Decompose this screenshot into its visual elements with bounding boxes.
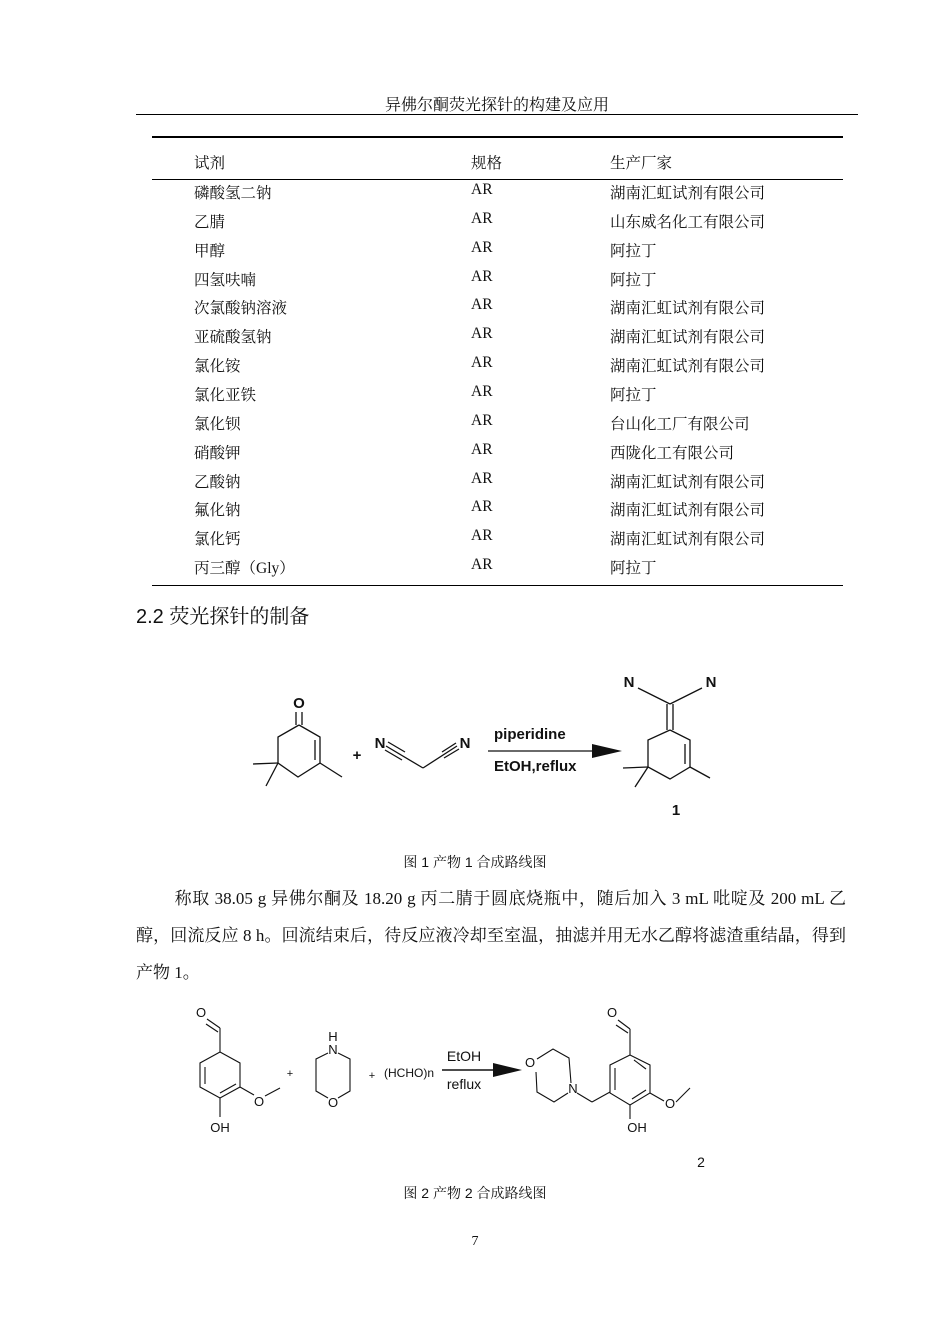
manufacturer-cell: 阿拉丁 [610,560,657,578]
manufacturer-cell: 阿拉丁 [610,386,657,404]
page-number: 7 [471,1234,479,1249]
reagent-cell: 氯化钙 [194,531,241,549]
atom-label: OH [627,1120,647,1135]
manufacturer-cell: 湖南汇虹试剂有限公司 [610,300,766,318]
grade-cell: AR [471,382,493,400]
atom-label: O [524,1055,536,1070]
atom-label: O [195,1005,207,1020]
atom-label: O [606,1005,618,1020]
arrowhead-icon [493,1063,522,1077]
table-top-rule [152,136,843,138]
manufacturer-cell: 台山化工厂有限公司 [610,415,750,433]
grade-cell: AR [471,209,493,227]
reagent-cell: 乙腈 [194,213,226,231]
product-label: 2 [697,1154,705,1170]
grade-cell: AR [471,556,493,574]
malononitrile-structure [385,742,459,768]
figure1-scheme [230,660,730,825]
table-bottom-rule [152,585,843,586]
grade-cell: AR [471,267,493,285]
isophorone-structure [253,712,342,786]
reagent-cell: 硝酸钾 [194,444,241,462]
atom-label: N [705,674,717,691]
manufacturer-cell: 山东威名化工有限公司 [610,213,766,231]
atom-label: O [327,1095,339,1110]
reagent-cell: 氯化亚铁 [194,386,257,404]
atom-label: N [374,735,386,752]
manufacturer-cell: 湖南汇虹试剂有限公司 [610,185,766,202]
condition-label: reflux [446,1076,482,1092]
manufacturer-cell: 阿拉丁 [610,242,657,260]
grade-cell: AR [471,325,493,343]
atom-label: N [459,735,471,752]
column-header-reagent: 试剂 [194,155,226,172]
grade-cell: AR [471,527,493,545]
grade-cell: AR [471,296,493,314]
manufacturer-cell: 湖南汇虹试剂有限公司 [610,531,766,549]
manufacturer-cell: 湖南汇虹试剂有限公司 [610,473,766,491]
grade-cell: AR [471,411,493,429]
manufacturer-cell: 湖南汇虹试剂有限公司 [610,358,766,376]
reagent-cell: 次氯酸钠溶液 [194,300,288,318]
reagent-cell: 氯化钡 [194,415,241,433]
grade-cell: AR [471,238,493,256]
arrowhead-icon [592,744,622,758]
manufacturer-cell: 西陇化工有限公司 [610,444,735,462]
manufacturer-cell: 湖南汇虹试剂有限公司 [610,502,766,520]
reagent-cell: 乙酸钠 [194,473,241,491]
reagent-cell: 丙三醇（Gly） [194,560,295,578]
reagent-cell: 氟化钠 [194,502,241,520]
atom-label: O [253,1094,265,1109]
atom-label: N [623,674,635,691]
grade-cell: AR [471,354,493,372]
plus-sign: + [352,747,362,764]
grade-cell: AR [471,440,493,458]
reagent-label: EtOH [446,1048,482,1064]
reagent-cell: 四氢呋喃 [194,271,257,289]
reagent-cell: 磷酸氢二钠 [194,185,272,202]
product-label: 1 [671,802,681,819]
figure2-caption: 图 2 产物 2 合成路线图 [403,1185,547,1201]
column-header-manufacturer: 生产厂家 [610,155,673,172]
figure2-scheme [180,995,800,1175]
atom-label: N [568,1081,578,1096]
grade-cell: AR [471,498,493,516]
table-header-rule [152,179,843,180]
body-paragraph [136,880,846,991]
atom-label: O [293,695,305,712]
header-rule [136,114,858,115]
reagent-label: piperidine [494,726,566,743]
paragraph-text: 称取 38.05 g 异佛尔酮及 18.20 g 丙二腈于圆底烧瓶中，随后加入 3 mL 吡啶及 200 mL 乙醇，回流反应 8 h。回流结束后，待反应液冷却至室温，抽滤并用无水乙醇将滤渣重结晶，得到产物 1。 [136,889,846,982]
grade-cell: AR [471,181,493,198]
manufacturer-cell: 阿拉丁 [610,271,657,289]
section-heading: 2.2 荧光探针的制备 [136,606,310,628]
atom-label: OH [210,1120,230,1135]
atom-label: N [328,1042,338,1057]
reagent-cell: 甲醇 [194,242,226,260]
vanillin-structure [200,1019,280,1117]
column-header-grade: 规格 [471,155,503,172]
figure1-caption: 图 1 产物 1 合成路线图 [403,854,547,870]
reagent-cell: 亚硫酸氢钠 [194,329,272,347]
product1-structure [623,688,710,787]
plus-sign: + [286,1068,294,1080]
atom-label: O [664,1096,676,1111]
morpholine-structure [316,1053,350,1098]
condition-label: EtOH,reflux [494,758,577,775]
reagent-cell: 氯化铵 [194,358,241,376]
atom-label: H [328,1029,338,1044]
reagent-formula: (HCHO)n [384,1066,434,1080]
manufacturer-cell: 湖南汇虹试剂有限公司 [610,329,766,347]
running-header: 异佛尔酮荧光探针的构建及应用 [384,97,609,114]
grade-cell: AR [471,469,493,487]
plus-sign: + [368,1070,376,1082]
